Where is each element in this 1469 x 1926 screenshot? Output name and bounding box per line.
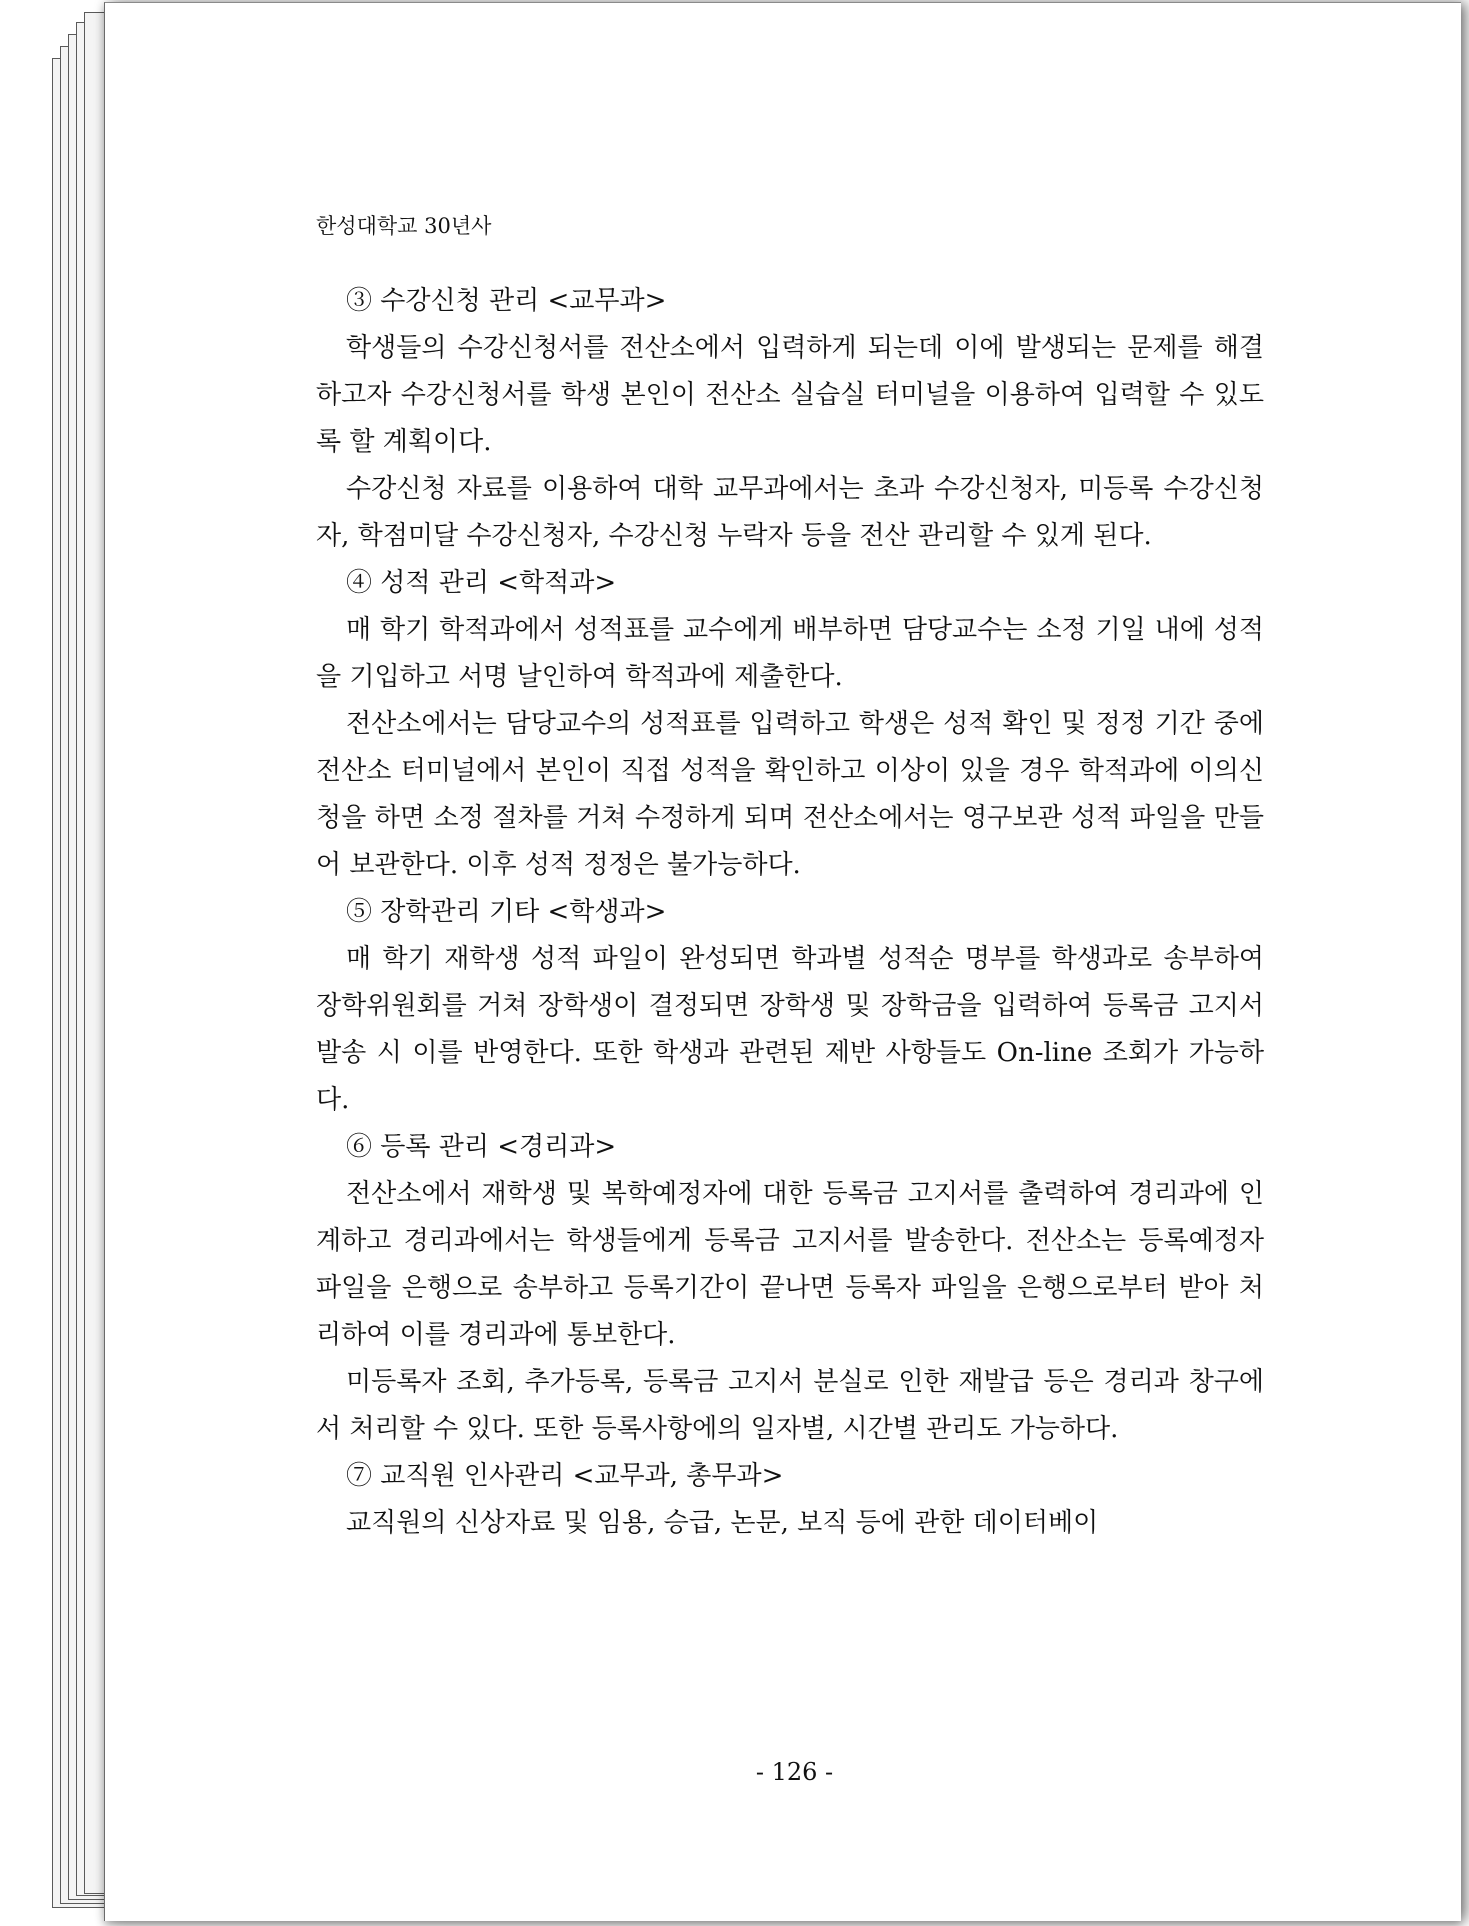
paragraph: 학생들의 수강신청서를 전산소에서 입력하게 되는데 이에 발생되는 문제를 해결하고자 수강신청서를 학생 본인이 전산소 실습실 터미널을 이용하여 입력할 수 있도록 할 계획이다. xyxy=(316,333,1264,457)
paragraph: 전산소에서는 담당교수의 성적표를 입력하고 학생은 성적 확인 및 정정 기간 중에 전산소 터미널에서 본인이 직접 성적을 확인하고 이상이 있을 경우 학적과에 이의신청을 하면 소정 절차를 거쳐 수정하게 되며 전산소에서는 영구보관 성적 파일을 만들어 보관한다. 이후 성적 정정은 불가능하다. xyxy=(316,709,1264,880)
paragraph: 미등록자 조회, 추가등록, 등록금 고지서 분실로 인한 재발급 등은 경리과 창구에서 처리할 수 있다. 또한 등록사항에의 일자별, 시간별 관리도 가능하다. xyxy=(316,1367,1264,1444)
paragraph: 매 학기 학적과에서 성적표를 교수에게 배부하면 담당교수는 소정 기일 내에 성적을 기입하고 서명 날인하여 학적과에 제출한다. xyxy=(316,615,1264,692)
paragraph: 수강신청 자료를 이용하여 대학 교무과에서는 초과 수강신청자, 미등록 수강신청자, 학점미달 수강신청자, 수강신청 누락자 등을 전산 관리할 수 있게 된다. xyxy=(316,474,1264,551)
section-heading: ⑤ 장학관리 기타 <학생과> xyxy=(346,897,667,927)
paragraph: 매 학기 재학생 성적 파일이 완성되면 학과별 성적순 명부를 학생과로 송부하여 장학위원회를 거쳐 장학생이 결정되면 장학생 및 장학금을 입력하여 등록금 고지서 발송 시 이를 반영한다. 또한 학생과 관련된 제반 사항들도 On-line 조회가 가능하다. xyxy=(316,944,1264,1115)
body-text xyxy=(316,278,1264,1547)
section-heading: ④ 성적 관리 <학적과> xyxy=(346,568,617,598)
page-number: - 126 - xyxy=(755,1758,834,1786)
section-heading: ③ 수강신청 관리 <교무과> xyxy=(346,286,667,316)
section-heading: ⑥ 등록 관리 <경리과> xyxy=(346,1132,617,1162)
paragraph: 전산소에서 재학생 및 복학예정자에 대한 등록금 고지서를 출력하여 경리과에 인계하고 경리과에서는 학생들에게 등록금 고지서를 발송한다. 전산소는 등록예정자 파일을 은행으로 송부하고 등록기간이 끝나면 등록자 파일을 은행으로부터 받아 처리하여 이를 경리과에 통보한다. xyxy=(316,1179,1264,1350)
paragraph: 교직원의 신상자료 및 임용, 승급, 논문, 보직 등에 관한 데이터베이 xyxy=(346,1508,1099,1538)
running-header: 한성대학교 30년사 xyxy=(316,214,492,238)
section-heading: ⑦ 교직원 인사관리 <교무과, 총무과> xyxy=(346,1461,784,1491)
